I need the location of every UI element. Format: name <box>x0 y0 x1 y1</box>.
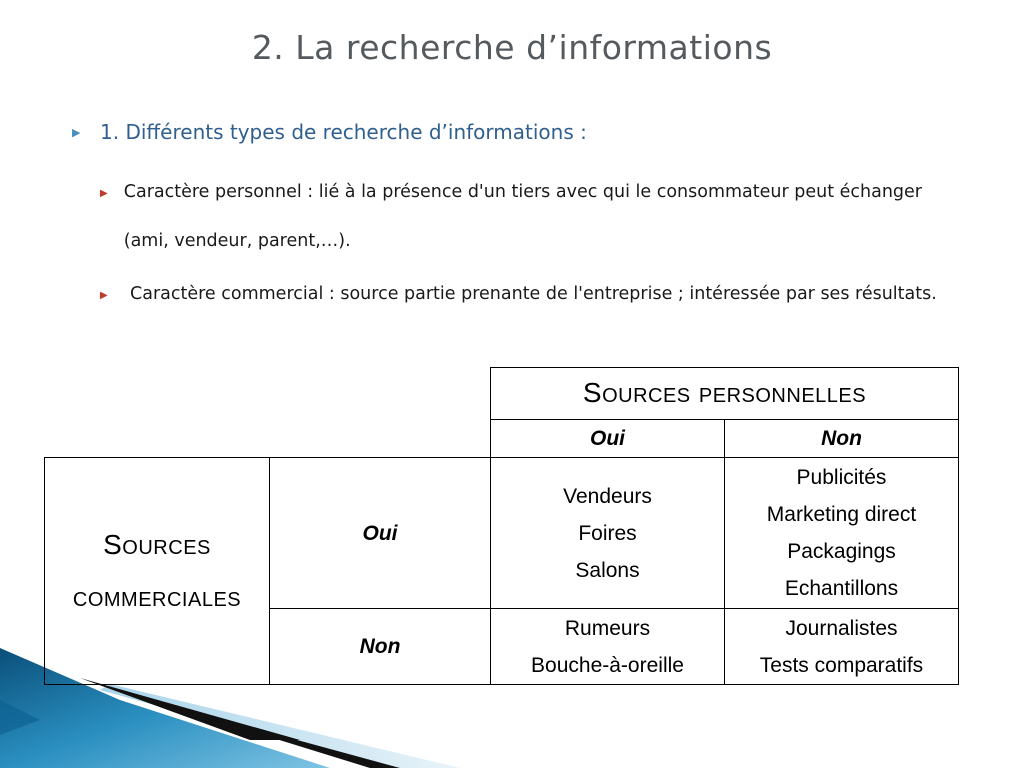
row-header-oui: Oui <box>270 458 491 609</box>
sub-bullet-commercial <box>100 284 940 319</box>
cell-text: Bouche-à-oreille <box>531 653 684 677</box>
cell-text: Vendeurs <box>563 484 652 508</box>
cell-text: Foires <box>578 521 637 545</box>
col-header-oui: Oui <box>491 420 725 458</box>
cell-oui-oui <box>491 458 725 609</box>
row-group-header-line2: commerciales <box>72 581 242 612</box>
sub-bullet-text: Caractère personnel : lié à la présence d'un tiers avec qui le consommateur peut échanger (ami, vendeur, parent,…). <box>123 182 922 251</box>
cell-text: Journalistes <box>785 616 898 640</box>
bullet-arrow-icon: ▶ <box>72 126 81 139</box>
cell-text: Tests comparatifs <box>759 653 924 677</box>
row-group-header-line1: Sources <box>103 529 211 560</box>
col-group-header-text: Sources personnelles <box>582 376 867 408</box>
table-empty-corner <box>45 420 491 458</box>
sub-bullet-arrow-icon: ▶ <box>100 188 108 199</box>
cell-oui-non <box>725 458 959 609</box>
sub-bullet-text: Caractère commercial : source partie prenante de l'entreprise ; intéressée par ses résultats. <box>130 284 937 304</box>
row-header-non: Non <box>270 609 491 685</box>
cell-text: Rumeurs <box>564 616 651 640</box>
slide-title: 2. La recherche d’informations <box>251 28 773 67</box>
sub-bullet-personnel <box>100 182 940 266</box>
cell-text: Publicités <box>796 466 887 489</box>
cell-text: Marketing direct <box>766 503 917 526</box>
col-group-header <box>491 368 959 420</box>
bullet-level1 <box>72 120 587 144</box>
sources-table <box>44 367 959 685</box>
col-header-non: Non <box>725 420 959 458</box>
sub-bullet-arrow-icon: ▶ <box>100 290 108 301</box>
cell-text: Echantillons <box>784 577 899 600</box>
cell-text: Packagings <box>787 540 896 563</box>
bullet-level1-text: 1. Différents types de recherche d’informations : <box>100 120 587 144</box>
row-group-header <box>45 458 270 685</box>
cell-text: Salons <box>575 558 640 582</box>
cell-non-non <box>725 609 959 685</box>
cell-non-oui <box>491 609 725 685</box>
table-empty-corner <box>45 368 491 420</box>
